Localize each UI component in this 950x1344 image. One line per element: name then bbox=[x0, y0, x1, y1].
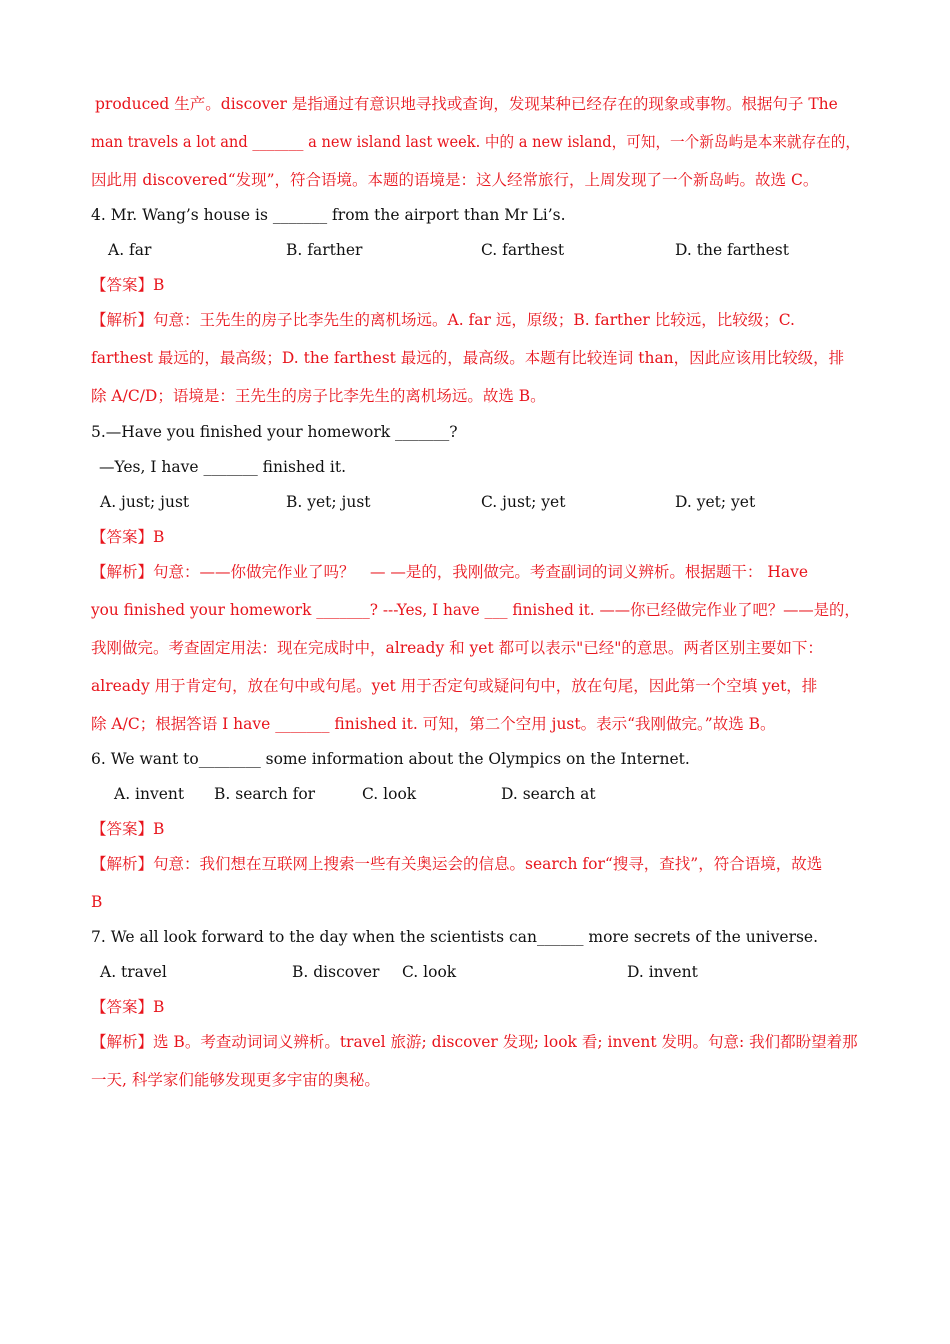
q7-option-d: D. invent bbox=[627, 963, 698, 981]
q5-option-a: A. just; just bbox=[100, 493, 190, 511]
q3-analysis-line-3: 因此用 discovered“发现”，符合语境。本题的语境是：这人经常旅行，上周发现了一个新岛屿。故选 C。 bbox=[91, 171, 819, 189]
q4-analysis-line-1: 【解析】句意：王先生的房子比李先生的离机场远。A. far 远，原级；B. farther 比较远，比较级；C. bbox=[91, 311, 795, 329]
q4-option-c: C. farthest bbox=[481, 241, 565, 259]
q7-stem: 7. We all look forward to the day when the scientists can______ more secrets of the universe. bbox=[91, 928, 819, 946]
q5-option-b: B. yet; just bbox=[286, 493, 371, 511]
q7-analysis-line-1: 【解析】选 B。考查动词词义辨析。travel 旅游; discover 发现; look 看; invent 发明。句意: 我们都盼望着那 bbox=[91, 1033, 858, 1051]
q6-analysis-line-1: 【解析】句意：我们想在互联网上搜索一些有关奥运会的信息。search for“搜寻，查找”，符合语境，故选 bbox=[91, 855, 823, 873]
q6-analysis-line-2: B bbox=[91, 893, 103, 911]
q3-analysis-line-2: man travels a lot and _______ a new island last week. 中的 a new island，可知，一个新岛屿是本来就存在的， bbox=[91, 133, 860, 151]
q4-analysis-line-3: 除 A/C/D；语境是：王先生的房子比李先生的离机场远。故选 B。 bbox=[91, 387, 546, 405]
q5-stem-reply: —Yes, I have _______ finished it. bbox=[99, 458, 347, 476]
q4-option-a: A. far bbox=[108, 241, 152, 259]
q7-analysis-line-2: 一天, 科学家们能够发现更多宇宙的奥秘。 bbox=[91, 1071, 380, 1089]
q5-answer: 【答案】B bbox=[91, 528, 165, 546]
q5-option-d: D. yet; yet bbox=[675, 493, 756, 511]
q6-stem: 6. We want to________ some information about the Olympics on the Internet. bbox=[91, 750, 690, 768]
q6-option-b: B. search for bbox=[214, 785, 316, 803]
q5-analysis-line-3: 我刚做完。考查固定用法：现在完成时中，already 和 yet 都可以表示"已经"的意思。两者区别主要如下： bbox=[91, 639, 823, 657]
q5-stem-question: 5.—Have you finished your homework _______? bbox=[91, 423, 458, 441]
q5-analysis-line-1: 【解析】句意：——你做完作业了吗？ — —是的，我刚做完。考查副词的词义辨析。根据题干： Have bbox=[91, 563, 809, 581]
q5-analysis-line-4: already 用于肯定句，放在句中或句尾。yet 用于否定句或疑问句中，放在句尾，因此第一个空填 yet，排 bbox=[91, 677, 818, 695]
q4-stem: 4. Mr. Wang’s house is _______ from the airport than Mr Li’s. bbox=[91, 206, 566, 224]
q7-option-c: C. look bbox=[402, 963, 457, 981]
q7-answer: 【答案】B bbox=[91, 998, 165, 1016]
q5-analysis-line-2: you finished your homework _______? ---Yes, I have ___ finished it. ——你已经做完作业了吧？——是的， bbox=[91, 601, 860, 619]
q5-option-c: C. just; yet bbox=[481, 493, 566, 511]
q6-option-d: D. search at bbox=[501, 785, 596, 803]
q4-analysis-line-2: farthest 最远的，最高级；D. the farthest 最远的，最高级。本题有比较连词 than，因此应该用比较级，排 bbox=[91, 349, 845, 367]
q3-analysis-line-1: produced 生产。discover 是指通过有意识地寻找或查询，发现某种已经存在的现象或事物。根据句子 The bbox=[95, 95, 838, 113]
q7-option-a: A. travel bbox=[100, 963, 167, 981]
q6-answer: 【答案】B bbox=[91, 820, 165, 838]
q6-option-c: C. look bbox=[362, 785, 417, 803]
q4-answer: 【答案】B bbox=[91, 276, 165, 294]
q4-option-b: B. farther bbox=[286, 241, 363, 259]
q7-option-b: B. discover bbox=[292, 963, 380, 981]
q5-analysis-line-5: 除 A/C；根据答语 I have _______ finished it. 可知，第二个空用 just。表示“我刚做完。”故选 B。 bbox=[91, 715, 776, 733]
q6-option-a: A. invent bbox=[114, 785, 185, 803]
q4-option-d: D. the farthest bbox=[675, 241, 789, 259]
